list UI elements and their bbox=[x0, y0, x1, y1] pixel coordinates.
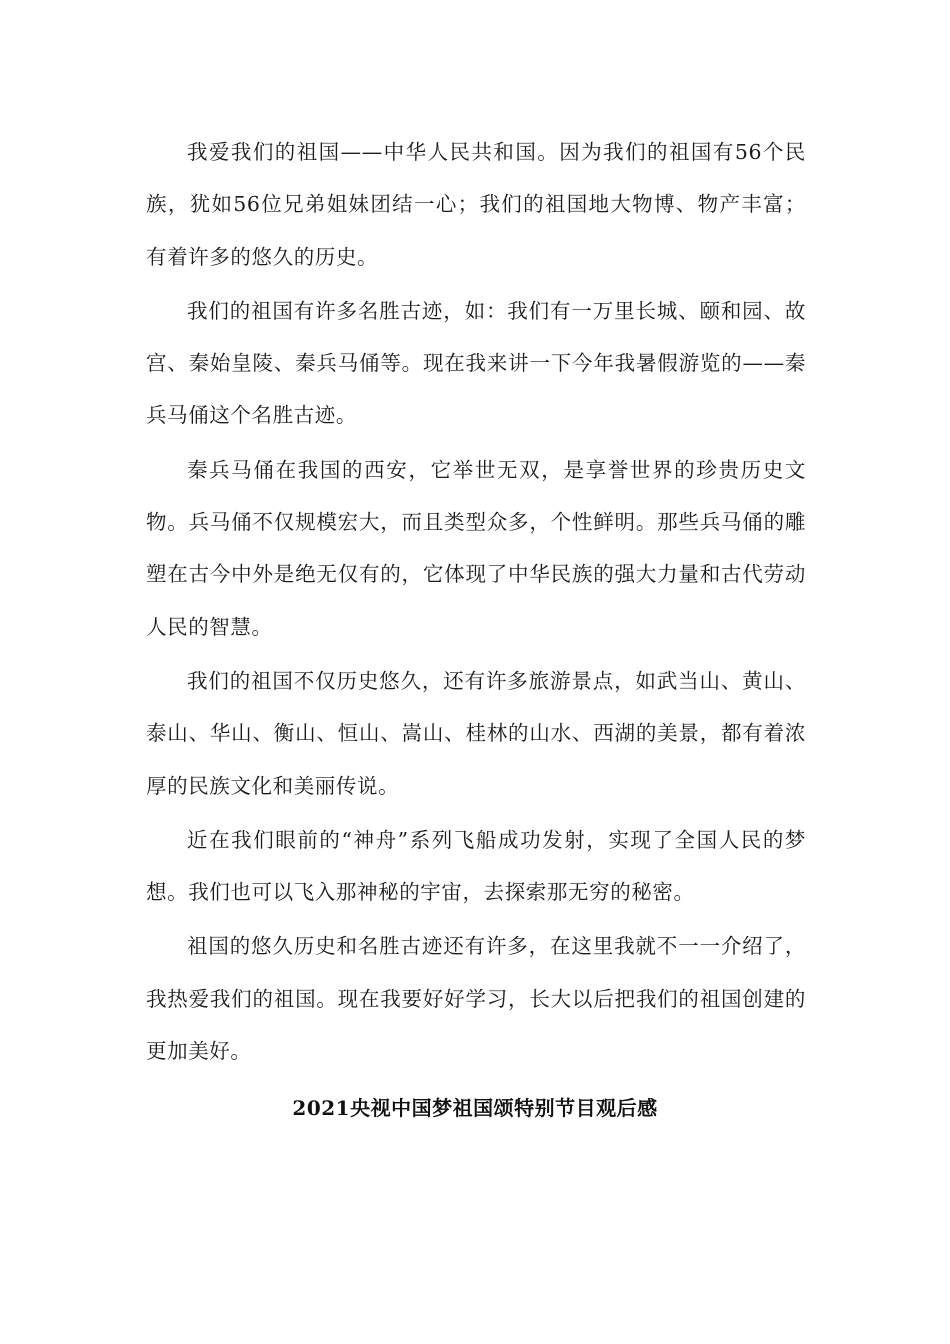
paragraph-4: 我们的祖国不仅历史悠久，还有许多旅游景点，如武当山、黄山、泰山、华山、衡山、恒山、嵩山、桂林的山水、西湖的美景，都有着浓厚的民族文化和美丽传说。 bbox=[146, 668, 806, 798]
paragraph-1: 我爱我们的祖国——中华人民共和国。因为我们的祖国有56个民族，犹如56位兄弟姐妹团结一心；我们的祖国地大物博、物产丰富；有着许多的悠久的历史。 bbox=[146, 140, 806, 269]
paragraph-6: 祖国的悠久历史和名胜古迹还有许多，在这里我就不一一介绍了，我热爱我们的祖国。现在我要好好学习，长大以后把我们的祖国创建的更加美好。 bbox=[146, 934, 806, 1064]
paragraph-3: 秦兵马俑在我国的西安，它举世无双，是享誉世界的珍贵历史文物。兵马俑不仅规模宏大，而且类型众多，个性鲜明。那些兵马俑的雕塑在古今中外是绝无仅有的，它体现了中华民族的强大力量和古代劳动人民的智慧。 bbox=[146, 457, 806, 639]
paragraph-5: 近在我们眼前的“神舟”系列飞船成功发射，实现了全国人民的梦想。我们也可以飞入那神秘的宇宙，去探索那无穷的秘密。 bbox=[146, 827, 806, 905]
section-title: 2021央视中国梦祖国颂特别节目观后感 bbox=[292, 1096, 658, 1120]
paragraph-2: 我们的祖国有许多名胜古迹，如：我们有一万里长城、颐和园、故宫、秦始皇陵、秦兵马俑等。现在我来讲一下今年我暑假游览的——秦兵马俑这个名胜古迹。 bbox=[146, 298, 806, 428]
document-body bbox=[146, 126, 806, 1079]
